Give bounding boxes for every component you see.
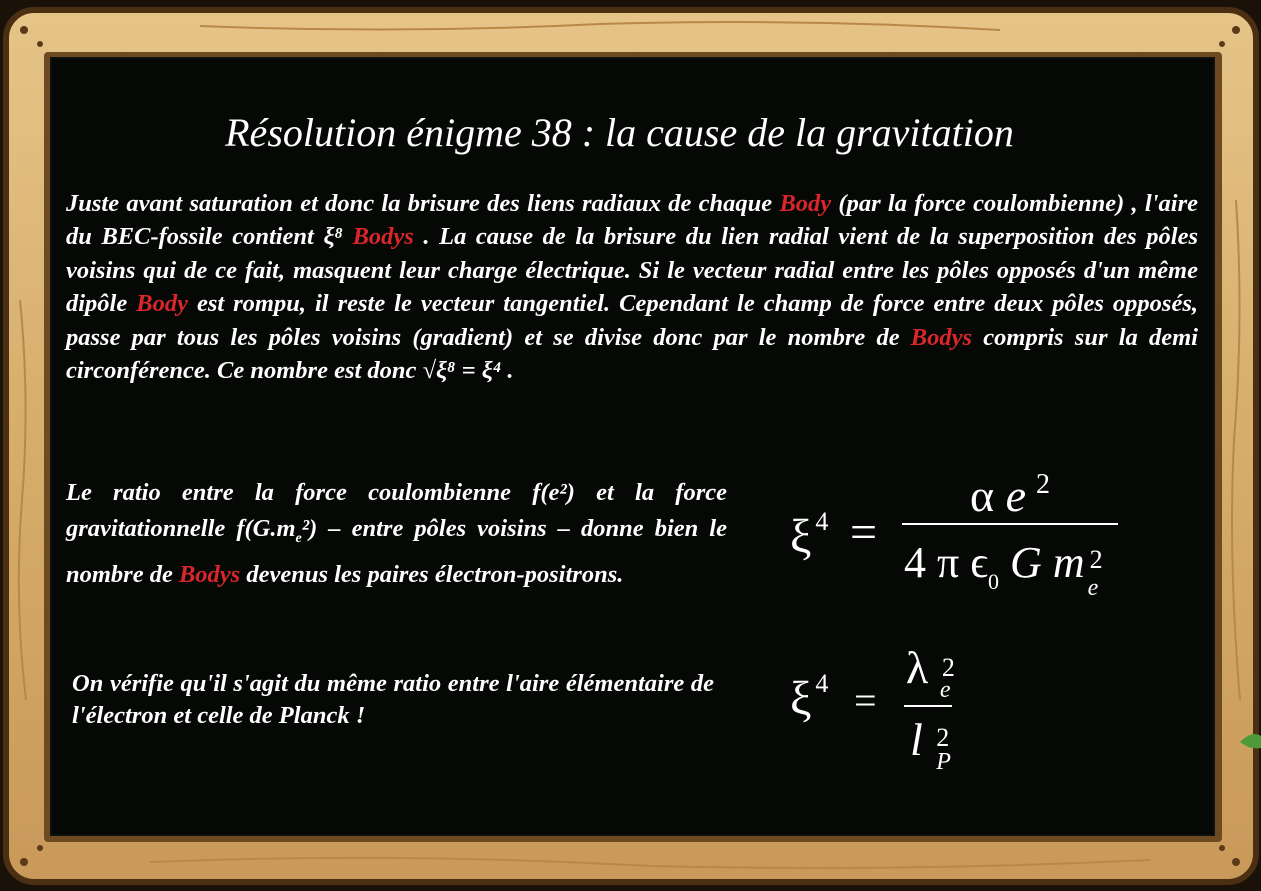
p2-text-1: Le ratio entre la force coulombienne f(e²) et la force gravitationnelle f(G.m: [66, 479, 727, 542]
body-term: Body: [136, 290, 188, 318]
formula-2-lhs: [790, 669, 829, 726]
p1-text-1: Juste avant saturation et donc la brisure des liens radiaux de chaque: [66, 190, 780, 217]
den-text: 4 π ϵ: [904, 538, 989, 587]
p1-text-4: est rompu, il reste le vecteur tangentiel. Cependant le champ de force entre deux pôles opposés, passe par tous les pôles voisins (gradient) et se divise donc par le nombre de: [66, 290, 1198, 351]
fraction-bar: [902, 523, 1118, 525]
formula-2-numerator: [906, 641, 960, 703]
equals-sign: =: [854, 678, 877, 723]
superscript: 2: [936, 723, 950, 752]
p2-subscript: e: [295, 530, 302, 546]
formula-1-numerator: [970, 469, 1051, 522]
p1-text-2: (par la force coulombienne) , l'aire du BEC-fossile contient ξ⁸: [66, 190, 1199, 251]
paragraph-3: On vérifie qu'il s'agit du même ratio entre l'aire élémentaire de l'électron et celle de Planck !: [72, 670, 714, 729]
G-symbol: G: [1010, 538, 1042, 587]
page-title: Résolution énigme 38 : la cause de la gravitation: [225, 110, 1014, 155]
exponent: 4: [815, 507, 829, 536]
xi-symbol: ξ: [790, 672, 812, 725]
formula-1-lhs: [790, 507, 829, 564]
fraction-bar: [904, 705, 952, 707]
chalkboard: [50, 57, 1215, 836]
superscript: 2: [1089, 545, 1103, 574]
body-term: Bodys: [178, 560, 241, 588]
paragraph-1: [66, 187, 1198, 387]
body-term: Bodys: [352, 223, 414, 251]
formula-1-denominator: [904, 537, 1116, 601]
p2-text-2: ²) – entre pôles voisins – donne bien le nombre de: [66, 515, 727, 588]
exponent: 4: [815, 669, 829, 698]
formula-2-denominator: [910, 713, 954, 775]
m-symbol: m: [1052, 538, 1085, 587]
p2-text-3: devenus les paires électron-positrons.: [240, 560, 624, 588]
superscript: 2: [941, 653, 955, 682]
body-term: Bodys: [910, 323, 973, 351]
subscript: 0: [988, 569, 1000, 594]
subscript: P: [936, 749, 951, 775]
lambda-symbol: λ: [906, 642, 929, 693]
p1-text-5: compris sur la demi circonférence. Ce nombre est donc √ξ⁸ = ξ⁴ .: [66, 323, 1198, 385]
equals-sign: =: [850, 506, 878, 559]
subscript: e: [939, 677, 951, 703]
paragraph-2: [66, 475, 727, 593]
l-symbol: l: [910, 714, 923, 765]
subscript: e: [1087, 575, 1099, 601]
xi-symbol: ξ: [790, 510, 812, 563]
exponent: 2: [1036, 469, 1051, 500]
alpha-symbol: α: [970, 470, 995, 521]
body-term: Body: [779, 190, 832, 217]
e-symbol: e: [1005, 470, 1027, 521]
p1-text-3: . La cause de la brisure du lien radial vient de la superposition des pôles voisins qui de ce fait, masquent leur charge électrique. Si le vecteur radial entre les pôles opposés d'un même dipôle: [66, 223, 1199, 318]
